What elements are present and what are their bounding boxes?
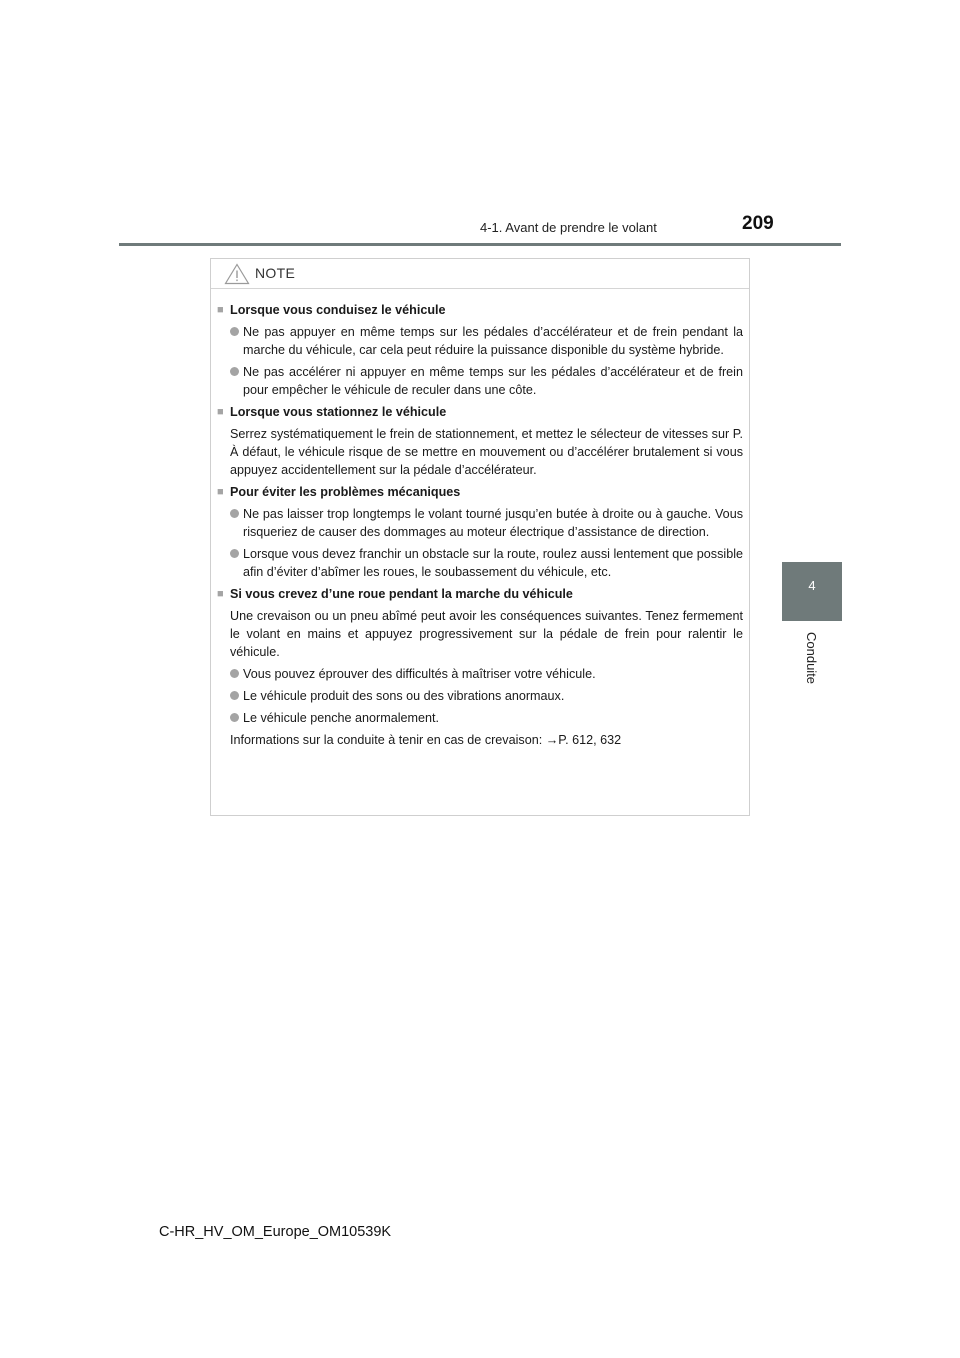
section-paragraph: Une crevaison ou un pneu abîmé peut avoir les conséquences suivantes. Tenez fermement le volant en mains et appuyez progressivement sur la pédale de frein pour ralentir le véhicule. bbox=[230, 609, 743, 659]
list-item: Vous pouvez éprouver des difficultés à maîtriser votre véhicule. bbox=[217, 665, 743, 683]
list-item: Le véhicule penche anormalement. bbox=[217, 709, 743, 727]
list-item: Ne pas laisser trop longtemps le volant tourné jusqu’en butée à droite ou à gauche. Vous risqueriez de causer des dommages au moteur électrique d’assistance de direction. bbox=[217, 505, 743, 541]
note-section bbox=[217, 301, 743, 399]
circle-bullet-icon bbox=[230, 665, 243, 678]
list-item: Le véhicule produit des sons ou des vibrations anormaux. bbox=[217, 687, 743, 705]
square-bullet-icon: ■ bbox=[217, 486, 224, 498]
chapter-tab bbox=[782, 562, 842, 621]
circle-bullet-icon bbox=[230, 545, 243, 558]
section-title: ■ Lorsque vous conduisez le véhicule bbox=[217, 303, 446, 317]
header-divider bbox=[119, 243, 841, 246]
running-header-section: 4-1. Avant de prendre le volant bbox=[480, 220, 657, 235]
note-section bbox=[217, 403, 743, 479]
note-section bbox=[217, 585, 743, 749]
note-box bbox=[210, 258, 750, 816]
page-reference: Informations sur la conduite à tenir en cas de crevaison: →P. 612, 632 bbox=[230, 733, 622, 747]
section-paragraph: Serrez systématiquement le frein de stationnement, et mettez le sélecteur de vitesses sur P. À défaut, le véhicule risque de se mettre en mouvement ou d’accélérer brutalement si vous appuyez accidentellement sur la pédale d’accélérateur. bbox=[230, 427, 743, 477]
circle-bullet-icon bbox=[230, 709, 243, 722]
section-title: ■ Pour éviter les problèmes mécaniques bbox=[217, 485, 461, 499]
section-title: ■ Lorsque vous stationnez le véhicule bbox=[217, 405, 447, 419]
note-section bbox=[217, 483, 743, 581]
warning-triangle-icon bbox=[224, 263, 250, 290]
note-body bbox=[211, 289, 749, 749]
document-id: C-HR_HV_OM_Europe_OM10539K bbox=[159, 1224, 392, 1240]
circle-bullet-icon bbox=[230, 505, 243, 518]
note-title: NOTE bbox=[255, 265, 296, 281]
chapter-number: 4 bbox=[808, 578, 816, 593]
square-bullet-icon: ■ bbox=[217, 304, 224, 316]
list-item: Ne pas appuyer en même temps sur les pédales d’accélérateur et de frein pendant la marche du véhicule, car cela peut réduire la puissance disponible du système hybride. bbox=[217, 323, 743, 359]
circle-bullet-icon bbox=[230, 363, 243, 376]
list-item: Lorsque vous devez franchir un obstacle sur la route, roulez aussi lentement que possible afin d’éviter d’abîmer les roues, le soubassement du véhicule, etc. bbox=[217, 545, 743, 581]
square-bullet-icon: ■ bbox=[217, 588, 224, 600]
page-number: 209 bbox=[742, 213, 774, 234]
square-bullet-icon: ■ bbox=[217, 406, 224, 418]
note-header bbox=[211, 259, 749, 289]
circle-bullet-icon bbox=[230, 323, 243, 336]
list-item: Ne pas accélérer ni appuyer en même temps sur les pédales d’accélérateur et de frein pour empêcher le véhicule de reculer dans une côte. bbox=[217, 363, 743, 399]
chapter-label: Conduite bbox=[804, 632, 819, 685]
section-title: ■ Si vous crevez d’une roue pendant la marche du véhicule bbox=[217, 587, 573, 601]
circle-bullet-icon bbox=[230, 687, 243, 700]
